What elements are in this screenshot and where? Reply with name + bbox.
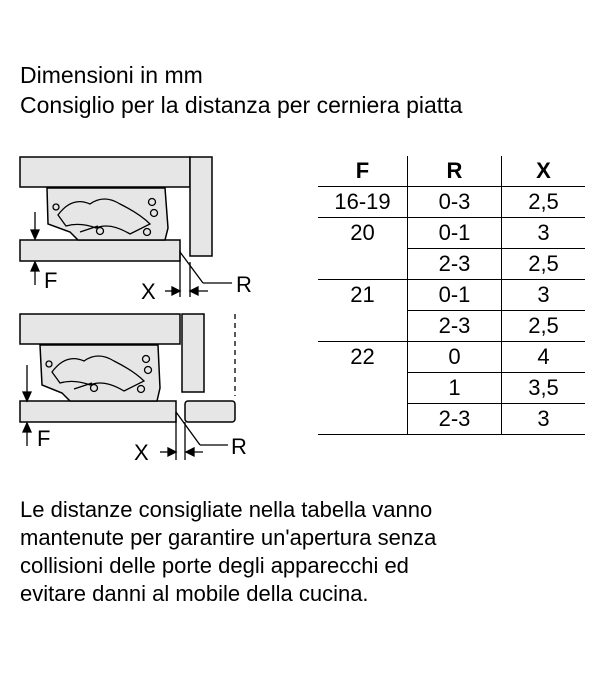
- recommendation-note: [20, 496, 436, 608]
- table-row: [318, 187, 585, 218]
- table-row: [318, 280, 585, 311]
- label-f-lower: F: [37, 426, 51, 451]
- cell-r: 0: [408, 342, 502, 373]
- header-r: R: [408, 156, 502, 187]
- cell-x: 2,5: [502, 249, 586, 280]
- cell-r: 2-3: [408, 249, 502, 280]
- distance-table: [318, 156, 585, 435]
- cell-x: 3,5: [502, 373, 586, 404]
- cell-x: 2,5: [502, 311, 586, 342]
- cell-r: 2-3: [408, 311, 502, 342]
- label-r-lower: R: [231, 434, 247, 459]
- cell-f: [318, 404, 408, 435]
- furniture-door-lower: [185, 401, 235, 422]
- cell-f: 22: [318, 342, 408, 373]
- cell-f: [318, 249, 408, 280]
- cell-r: 1: [408, 373, 502, 404]
- table-row: [318, 249, 585, 280]
- cell-f: [318, 373, 408, 404]
- cell-x: 3: [502, 280, 586, 311]
- note-line: evitare danni al mobile della cucina.: [20, 581, 369, 606]
- cell-r: 0-1: [408, 280, 502, 311]
- appliance-door-lower: [20, 401, 176, 422]
- heading-dimensions: Dimensioni in mm: [20, 62, 203, 88]
- cabinet-top-panel-upper: [20, 157, 190, 187]
- table-row: [318, 342, 585, 373]
- table-header-row: [318, 156, 585, 187]
- header-x: X: [502, 156, 586, 187]
- cell-x: 2,5: [502, 187, 586, 218]
- cell-r: 0-3: [408, 187, 502, 218]
- cabinet-top-panel-lower: [20, 314, 180, 344]
- cell-r: 2-3: [408, 404, 502, 435]
- appliance-door-upper: [20, 240, 180, 261]
- table-row: [318, 404, 585, 435]
- label-x-lower: X: [134, 440, 149, 465]
- heading-title: Consiglio per la distanza per cerniera piatta: [20, 92, 463, 118]
- note-line: collisioni delle porte degli apparecchi ed: [20, 553, 409, 578]
- table-row: [318, 218, 585, 249]
- cabinet-side-panel-upper: [190, 157, 212, 256]
- cell-x: 3: [502, 218, 586, 249]
- note-line: Le distanze consigliate nella tabella vanno: [20, 497, 433, 522]
- cell-f: 21: [318, 280, 408, 311]
- header-f: F: [318, 156, 408, 187]
- cell-f: 20: [318, 218, 408, 249]
- cell-r: 0-1: [408, 218, 502, 249]
- cell-x: 3: [502, 404, 586, 435]
- note-line: mantenute per garantire un'apertura senza: [20, 525, 437, 550]
- table-row: [318, 373, 585, 404]
- cell-x: 4: [502, 342, 586, 373]
- cell-f: 16-19: [334, 189, 391, 214]
- label-f-upper: F: [44, 268, 58, 293]
- table-row: [318, 311, 585, 342]
- label-x-upper: X: [141, 279, 156, 304]
- cabinet-side-panel-lower: [182, 314, 204, 392]
- label-r-upper: R: [236, 272, 252, 297]
- cell-f: [318, 311, 408, 342]
